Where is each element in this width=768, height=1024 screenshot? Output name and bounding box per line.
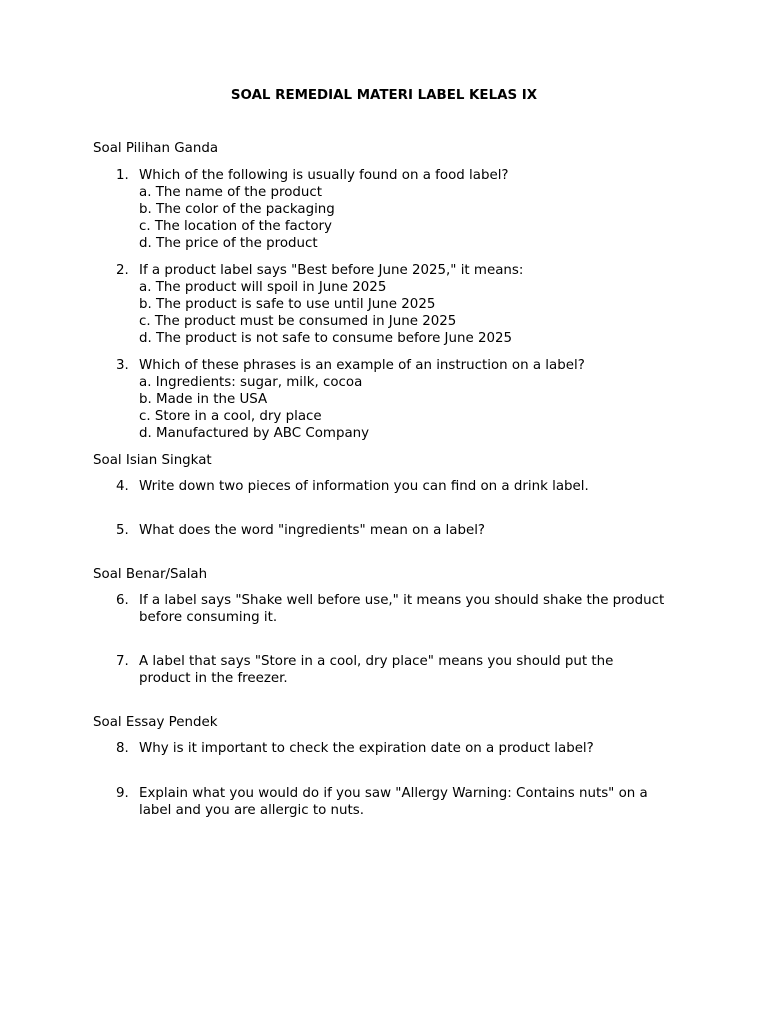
question-text-line-1: A label that says "Store in a cool, dry place" means you should put the — [139, 654, 614, 669]
question-number: 8. — [116, 741, 129, 756]
question-number: 9. — [116, 786, 129, 801]
option-b: b. The color of the packaging — [139, 202, 335, 217]
option-a: a. Ingredients: sugar, milk, cocoa — [139, 375, 363, 390]
section-heading-multiple-choice: Soal Pilihan Ganda — [93, 141, 219, 156]
option-d: d. The price of the product — [139, 236, 318, 251]
page-title: SOAL REMEDIAL MATERI LABEL KELAS IX — [230, 88, 538, 103]
option-c: c. Store in a cool, dry place — [139, 409, 322, 424]
question-text: What does the word "ingredients" mean on a label? — [139, 523, 486, 538]
question-text-line-1: Explain what you would do if you saw "Allergy Warning: Contains nuts" on a — [139, 786, 648, 801]
question-2 — [116, 262, 696, 347]
question-5 — [116, 522, 696, 539]
section-heading-short-essay: Soal Essay Pendek — [93, 715, 218, 730]
question-text-line-1: If a label says "Shake well before use," it means you should shake the product — [139, 593, 665, 608]
question-number: 2. — [116, 263, 129, 278]
section-heading-true-false: Soal Benar/Salah — [93, 567, 208, 582]
option-c: c. The location of the factory — [139, 219, 332, 234]
question-text: Which of the following is usually found on a food label? — [139, 168, 509, 183]
question-7 — [116, 653, 696, 687]
option-c: c. The product must be consumed in June 2025 — [139, 314, 457, 329]
section-heading-short-answer: Soal Isian Singkat — [93, 453, 212, 468]
question-1 — [116, 167, 696, 252]
option-b: b. The product is safe to use until June 2025 — [139, 297, 436, 312]
question-text: Write down two pieces of information you can find on a drink label. — [139, 479, 589, 494]
option-a: a. The name of the product — [139, 185, 323, 200]
question-6 — [116, 592, 696, 626]
question-text: Why is it important to check the expiration date on a product label? — [139, 741, 594, 756]
option-b: b. Made in the USA — [139, 392, 268, 407]
question-number: 7. — [116, 654, 129, 669]
question-number: 1. — [116, 168, 129, 183]
option-d: d. The product is not safe to consume before June 2025 — [139, 331, 513, 346]
question-text: If a product label says "Best before June 2025," it means: — [139, 263, 524, 278]
question-number: 6. — [116, 593, 129, 608]
question-text-line-2: label and you are allergic to nuts. — [139, 803, 365, 818]
question-8 — [116, 740, 696, 757]
question-number: 3. — [116, 358, 129, 373]
question-text: Which of these phrases is an example of an instruction on a label? — [139, 358, 585, 373]
question-3 — [116, 357, 696, 442]
option-d: d. Manufactured by ABC Company — [139, 426, 370, 441]
option-a: a. The product will spoil in June 2025 — [139, 280, 387, 295]
question-text-line-2: product in the freezer. — [139, 671, 288, 686]
question-text-line-2: before consuming it. — [139, 610, 278, 625]
question-4 — [116, 478, 696, 495]
question-number: 4. — [116, 479, 129, 494]
question-9 — [116, 785, 696, 819]
question-number: 5. — [116, 523, 129, 538]
